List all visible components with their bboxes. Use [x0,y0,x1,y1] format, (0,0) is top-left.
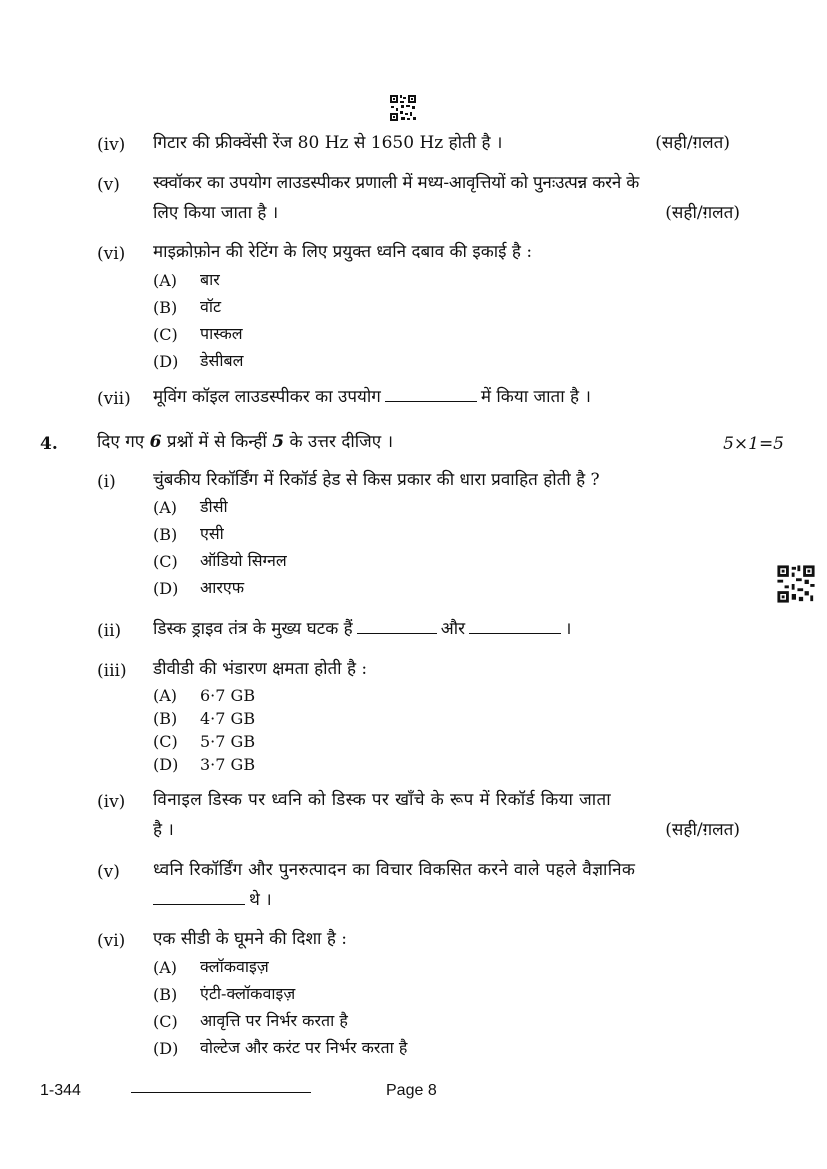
item-number: (i) [97,472,116,492]
option-key: (C) [153,732,178,751]
question-text: गिटार की फ्रीक्वेंसी रेंज 80 Hz से 1650 Hz होती है । [153,133,503,153]
item-number: (vii) [97,389,131,409]
item-number: (vi) [97,931,126,951]
qr-code-icon [389,94,417,122]
option-text: एंटी-क्लॉकवाइज़ [200,984,296,1003]
option-key: (A) [153,271,178,290]
instruction-text: प्रश्नों में से किन्हीं [166,432,267,452]
question-text: डिस्क ड्राइव तंत्र के मुख्य घटक हैं [153,619,353,639]
instruction-number: 6 [149,432,162,452]
option-key: (B) [153,525,178,544]
question-text: मूविंग कॉइल लाउडस्पीकर का उपयोग [153,387,381,407]
option-text: डेसीबल [200,351,244,370]
true-false-mark: (सही/ग़लत) [665,203,740,223]
question-text: है । [153,820,174,840]
fill-blank-question [153,619,572,639]
option-key: (D) [153,755,179,774]
item-number: (iii) [97,661,127,681]
option-text: 4·7 GB [200,709,256,728]
question-text: विनाइल डिस्क पर ध्वनि को डिस्क पर खाँचे के रूप में रिकॉर्ड किया जाता [153,790,612,810]
option-key: (A) [153,498,178,517]
qr-code-icon [776,564,816,604]
answer-blank [153,903,245,905]
question-text: माइक्रोफ़ोन की रेटिंग के लिए प्रयुक्त ध्वनि दबाव की इकाई है : [153,242,533,262]
question-instruction [97,432,393,452]
instruction-text: के उत्तर दीजिए । [289,432,394,452]
question-text: स्क्वॉकर का उपयोग लाउडस्पीकर प्रणाली में मध्य-आवृत्तियों को पुनःउत्पन्न करने के [153,173,640,193]
option-key: (C) [153,325,178,344]
option-key: (D) [153,352,179,371]
question-text: चुंबकीय रिकॉर्डिंग में रिकॉर्ड हेड से किस प्रकार की धारा प्रवाहित होती है ? [153,470,600,490]
marks-allocation: 5×1=5 [723,434,784,454]
option-text: एसी [200,524,224,543]
item-number: (iv) [97,135,126,155]
option-key: (A) [153,686,178,705]
option-key: (D) [153,1039,179,1058]
page-number: Page 8 [386,1082,437,1099]
item-number: (v) [97,175,120,195]
question-text: डीवीडी की भंडारण क्षमता होती है : [153,659,368,679]
option-text: 5·7 GB [200,732,256,751]
option-key: (C) [153,552,178,571]
question-text: । [565,619,572,639]
instruction-number: 5 [272,432,285,452]
option-key: (B) [153,298,178,317]
question-number: 4. [40,434,58,454]
question-text: थे । [249,890,272,910]
true-false-mark: (सही/ग़लत) [665,820,740,840]
question-text: एक सीडी के घूमने की दिशा है : [153,929,347,949]
paper-code: 1-344 [40,1082,81,1099]
option-key: (B) [153,985,178,1004]
item-number: (ii) [97,621,122,641]
answer-blank [385,400,477,402]
true-false-mark: (सही/ग़लत) [655,133,730,153]
option-key: (A) [153,958,178,977]
option-text: 6·7 GB [200,686,256,705]
fill-blank-question [153,387,591,407]
item-number: (v) [97,862,120,882]
option-text: वॉट [200,297,222,316]
item-number: (vi) [97,244,126,264]
fill-blank-question [153,890,272,910]
item-number: (iv) [97,792,126,812]
question-text: और [440,619,466,639]
question-text: लिए किया जाता है । [153,203,279,223]
option-key: (D) [153,579,179,598]
option-key: (C) [153,1012,178,1031]
option-text: डीसी [200,497,228,516]
option-text: वोल्टेज और करंट पर निर्भर करता है [200,1038,408,1057]
option-text: क्लॉकवाइज़ [200,957,269,976]
option-text: 3·7 GB [200,755,256,774]
question-text: ध्वनि रिकॉर्डिंग और पुनरुत्पादन का विचार विकसित करने वाले पहले वैज्ञानिक [153,860,636,880]
answer-blank [469,632,561,634]
option-text: पास्कल [200,324,243,343]
option-text: आवृत्ति पर निर्भर करता है [200,1011,348,1030]
answer-blank [357,632,437,634]
footer-divider [131,1092,311,1093]
option-text: आरएफ [200,578,245,597]
option-text: ऑडियो सिग्नल [200,551,287,570]
option-key: (B) [153,709,178,728]
instruction-text: दिए गए [97,432,145,452]
option-text: बार [200,270,220,289]
question-text: में किया जाता है । [480,387,591,407]
